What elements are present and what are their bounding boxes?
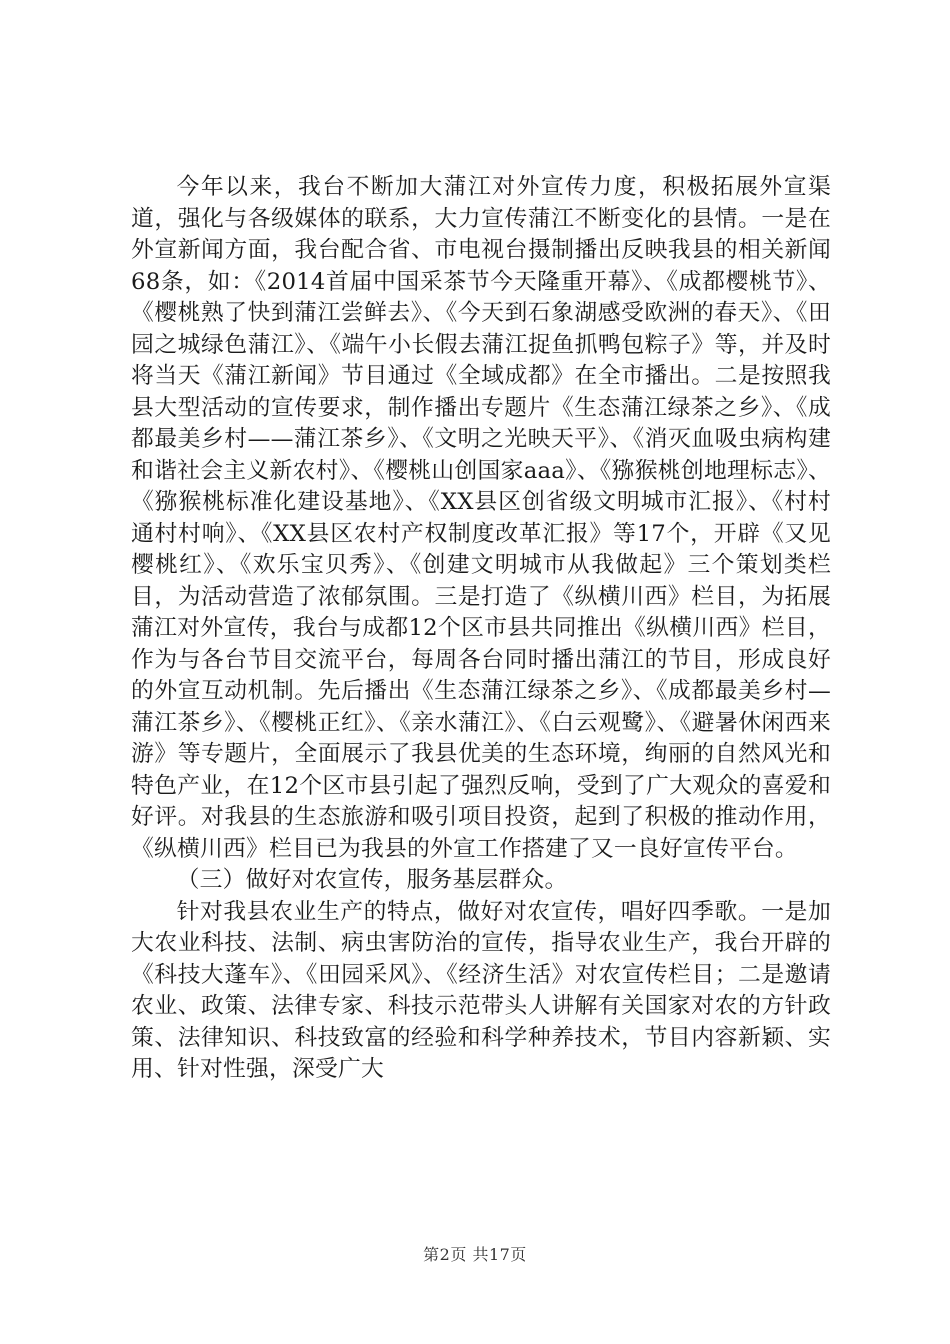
paragraph-external-publicity: 今年以来，我台不断加大蒲江对外宣传力度，积极拓展外宣渠道，强化与各级媒体的联系，大力宣传蒲江不断变化的县情。一是在外宣新闻方面，我台配合省、市电视台摄制播出反映我县的相关新闻68条，如：《2014首届中国采茶节今天隆重开幕》、《成都樱桃节》、《樱桃熟了快到蒲江尝鲜去》、《今天到石象湖感受欧洲的春天》、《田园之城绿色蒲江》、《端午小长假去蒲江捉鱼抓鸭包粽子》等，并及时将当天《蒲江新闻》节目通过《全域成都》在全市播出。二是按照我县大型活动的宣传要求，制作播出专题片《生态蒲江绿茶之乡》、《成都最美乡村——蒲江茶乡》、《文明之光映天平》、《消灭血吸虫病构建和谐社会主义新农村》、《樱桃山创国家aaa》、《猕猴桃创地理标志》、《猕猴桃标准化建设基地》、《XX县区创省级文明城市汇报》、《村村通村村响》、《XX县区农村产权制度改革汇报》等17个，开辟《又见樱桃红》、《欢乐宝贝秀》、《创建文明城市从我做起》三个策划类栏目，为活动营造了浓郁氛围。三是打造了《纵横川西》栏目，为拓展蒲江对外宣传，我台与成都12个区市县共同推出《纵横川西》栏目，作为与各台节目交流平台，每周各台同时播出蒲江的节目，形成良好的外宣互动机制。先后播出《生态蒲江绿茶之乡》、《成都最美乡村—蒲江茶乡》、《樱桃正红》、《亲水蒲江》、《白云观鹭》、《避暑休闲西来游》等专题片，全面展示了我县优美的生态环境，绚丽的自然风光和特色产业，在12个区市县引起了强烈反响，受到了广大观众的喜爱和好评。对我县的生态旅游和吸引项目投资，起到了积极的推动作用，《纵横川西》栏目已为我县的外宣工作搭建了又一良好宣传平台。 bbox=[131, 174, 831, 862]
paragraph-agricultural-publicity: 针对我县农业生产的特点，做好对农宣传，唱好四季歌。一是加大农业科技、法制、病虫害防治的宣传，指导农业生产，我台开辟的《科技大蓬车》、《田园采风》、《经济生活》对农宣传栏目；二是邀请农业、政策、法律专家、科技示范带头人讲解有关国家对农的方针政策、法律知识、科技致富的经验和科学种养技术，节目内容新颖、实用、针对性强，深受广大 bbox=[131, 898, 831, 1082]
document-body bbox=[131, 172, 831, 1086]
page-number-footer: 第2页 共17页 bbox=[423, 1245, 527, 1264]
section-heading-agricultural-publicity: （三）做好对农宣传，服务基层群众。 bbox=[176, 867, 568, 893]
